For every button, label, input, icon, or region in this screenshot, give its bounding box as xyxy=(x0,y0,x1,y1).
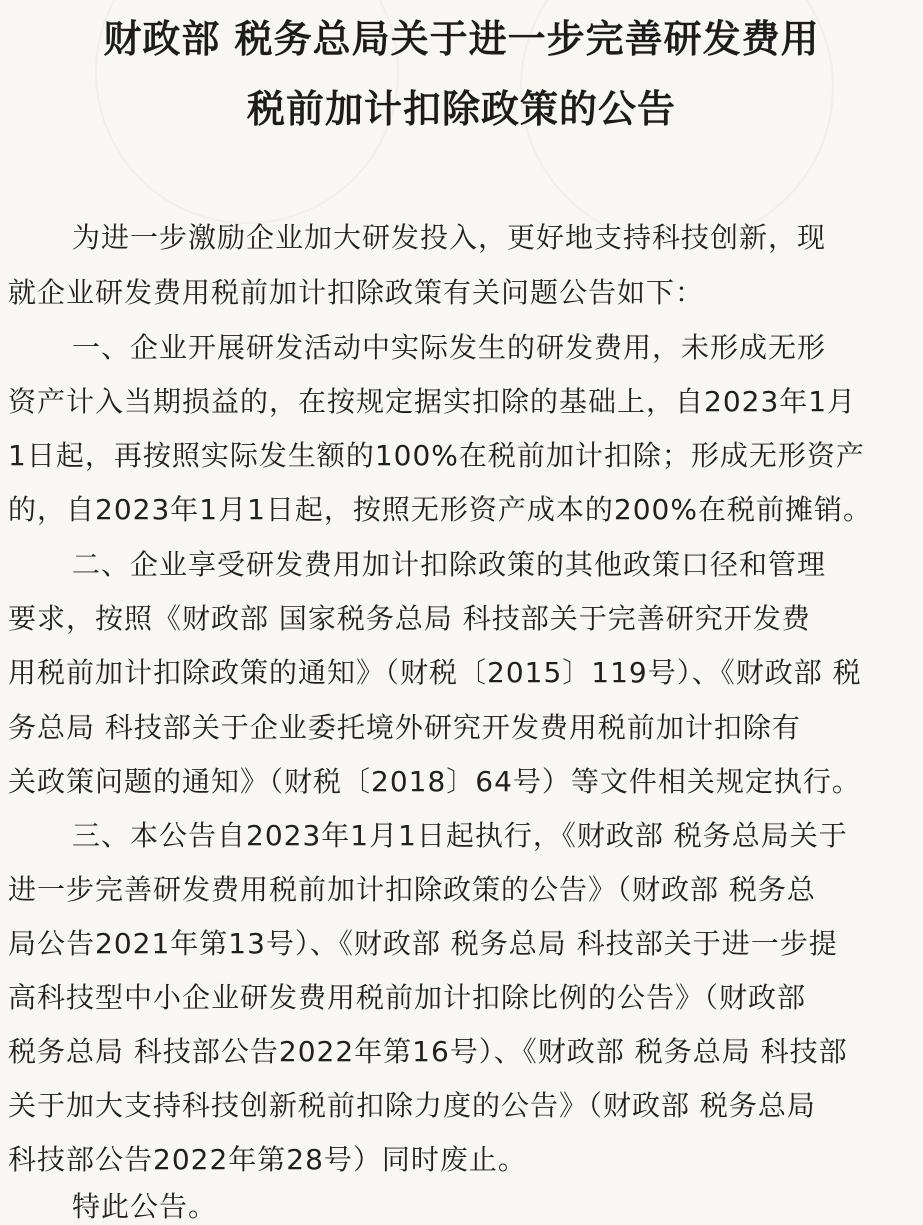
body-line: 为进一步激励企业加大研发投入，更好地支持科技创新，现 xyxy=(72,221,827,254)
body-line: 税务总局 科技部公告2022年第16号）、《财政部 税务总局 科技部 xyxy=(8,1035,848,1068)
document-title-line-1: 财政部 税务总局关于进一步完善研发费用 xyxy=(103,17,820,61)
body-line: 务总局 科技部关于企业委托境外研究开发费用税前加计扣除有 xyxy=(8,711,801,744)
document-title-line-2: 税前加计扣除政策的公告 xyxy=(246,87,676,131)
body-line: 高科技型中小企业研发费用税前加计扣除比例的公告》（财政部 xyxy=(8,981,807,1014)
body-line: 进一步完善研发费用税前加计扣除政策的公告》（财政部 税务总 xyxy=(8,873,816,906)
body-line: 就企业研发费用税前加计扣除政策有关问题公告如下： xyxy=(8,276,705,309)
body-line: 资产计入当期损益的，在按规定据实扣除的基础上，自2023年1月 xyxy=(8,385,857,418)
body-line-closing: 特此公告。 xyxy=(72,1190,218,1223)
body-line: 三、本公告自2023年1月1日起执行，《财政部 税务总局关于 xyxy=(72,819,848,852)
body-line: 用税前加计扣除政策的通知》（财税〔2015〕119号）、《财政部 税 xyxy=(8,656,862,689)
body-line: 局公告2021年第13号）、《财政部 税务总局 科技部关于进一步提 xyxy=(8,927,838,960)
body-line: 关政策问题的通知》（财税〔2018〕64号）等文件相关规定执行。 xyxy=(8,765,861,798)
body-line: 科技部公告2022年第28号）同时废止。 xyxy=(8,1143,527,1176)
body-line: 1日起，再按照实际发生额的100%在税前加计扣除；形成无形资产 xyxy=(8,439,865,472)
body-line: 要求，按照《财政部 国家税务总局 科技部关于完善研究开发费 xyxy=(8,602,811,635)
body-line: 关于加大支持科技创新税前扣除力度的公告》（财政部 税务总局 xyxy=(8,1089,816,1122)
body-line: 二、企业享受研发费用加计扣除政策的其他政策口径和管理 xyxy=(72,548,827,581)
body-line: 一、企业开展研发活动中实际发生的研发费用，未形成无形 xyxy=(72,331,827,364)
body-line: 的，自2023年1月1日起，按照无形资产成本的200%在税前摊销。 xyxy=(8,493,872,526)
